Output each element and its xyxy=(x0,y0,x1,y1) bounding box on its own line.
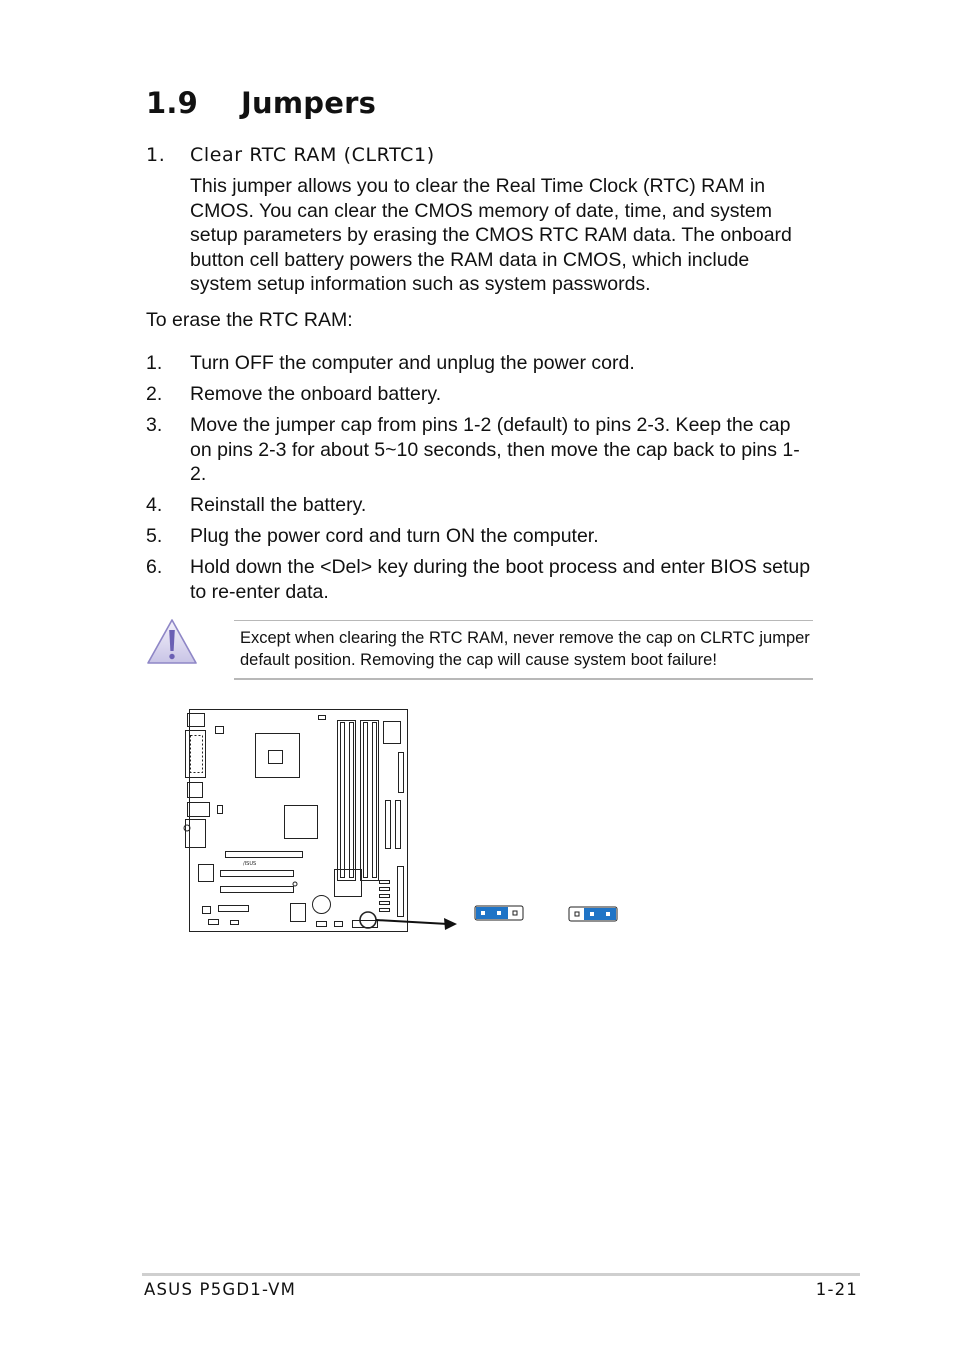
note-text: Except when clearing the RTC RAM, never remove the cap on CLRTC jumper default position. Removing the cap will cause system boot failure! xyxy=(240,629,810,669)
board-logo: /ISUS xyxy=(243,861,257,867)
ide-connector xyxy=(386,801,391,849)
pci-express-slot xyxy=(226,852,303,858)
footer-product-name: ASUS P5GD1-VM xyxy=(144,1280,297,1299)
southbridge-chip xyxy=(335,870,362,897)
section-title xyxy=(146,86,376,120)
callout-arrow-line xyxy=(376,920,448,924)
subsection-title xyxy=(146,144,435,166)
intro-paragraph: This jumper allows you to clear the Real Time Clock (RTC) RAM in CMOS. You can clear the CMOS memory of date, time, and system setup parameters by erasing the CMOS RTC RAM data. The onboard button cell battery powers the RAM data in CMOS, which include system setup information such as system passwords. xyxy=(190,175,792,295)
ide-connector xyxy=(396,801,401,849)
dimm-slot xyxy=(364,723,368,878)
dimm-slot xyxy=(350,723,354,878)
note-bottom-rule xyxy=(234,678,813,680)
audio-port xyxy=(186,820,206,848)
callout-arrow-head xyxy=(444,918,457,930)
step-number: 1. xyxy=(146,352,163,374)
step-number: 2. xyxy=(146,383,163,405)
step-item xyxy=(146,413,811,487)
subsection-number: 1. xyxy=(146,144,166,166)
cpu-core xyxy=(269,751,283,764)
pci-slot xyxy=(221,871,294,877)
pci-slot xyxy=(221,887,294,893)
footer-page-number: 1-21 xyxy=(815,1280,858,1299)
board-outline xyxy=(190,710,408,932)
warning-triangle-icon xyxy=(146,618,198,666)
step-number: 3. xyxy=(146,414,163,436)
step-text: Turn OFF the computer and unplug the power cord. xyxy=(190,352,635,374)
step-text: Plug the power cord and turn ON the computer. xyxy=(190,525,599,547)
step-number: 4. xyxy=(146,494,163,516)
step-item xyxy=(146,351,811,376)
steps-lead: To erase the RTC RAM: xyxy=(146,309,353,331)
dimm-slot xyxy=(373,723,377,878)
northbridge-chip xyxy=(285,806,318,839)
step-item xyxy=(146,382,811,407)
battery xyxy=(313,896,331,914)
dimm-slot xyxy=(341,723,345,878)
subsection-title-text: Clear RTC RAM (CLRTC1) xyxy=(190,144,435,166)
step-item xyxy=(146,555,811,604)
jumper-pins-1-2 xyxy=(475,906,523,920)
step-item xyxy=(146,493,811,518)
section-number: 1.9 xyxy=(146,86,198,120)
step-text: Reinstall the battery. xyxy=(190,494,367,516)
steps-list xyxy=(146,351,811,611)
floppy-connector xyxy=(399,753,404,793)
pci-slot xyxy=(219,906,249,912)
step-number: 5. xyxy=(146,525,163,547)
note-top-rule xyxy=(234,620,813,621)
serial-port xyxy=(186,731,206,778)
step-text: Remove the onboard battery. xyxy=(190,383,442,405)
step-text: Move the jumper cap from pins 1-2 (default) to pins 2-3. Keep the cap on pins 2-3 for about 5~10 seconds, then move the cap back to pins 1-2. xyxy=(190,414,800,485)
clrtc-jumper-highlight xyxy=(360,912,376,928)
atx-power xyxy=(384,722,401,744)
cpu-socket xyxy=(256,734,300,778)
lan-port xyxy=(188,803,210,817)
section-title-text: Jumpers xyxy=(241,86,377,120)
step-text: Hold down the <Del> key during the boot process and enter BIOS setup to re-enter data. xyxy=(190,556,811,603)
vga-port xyxy=(188,783,203,798)
footer-rule xyxy=(142,1273,860,1276)
ps2-port xyxy=(188,714,205,727)
step-number: 6. xyxy=(146,556,163,578)
step-item xyxy=(146,524,811,549)
jumper-pins-2-3 xyxy=(569,907,617,921)
